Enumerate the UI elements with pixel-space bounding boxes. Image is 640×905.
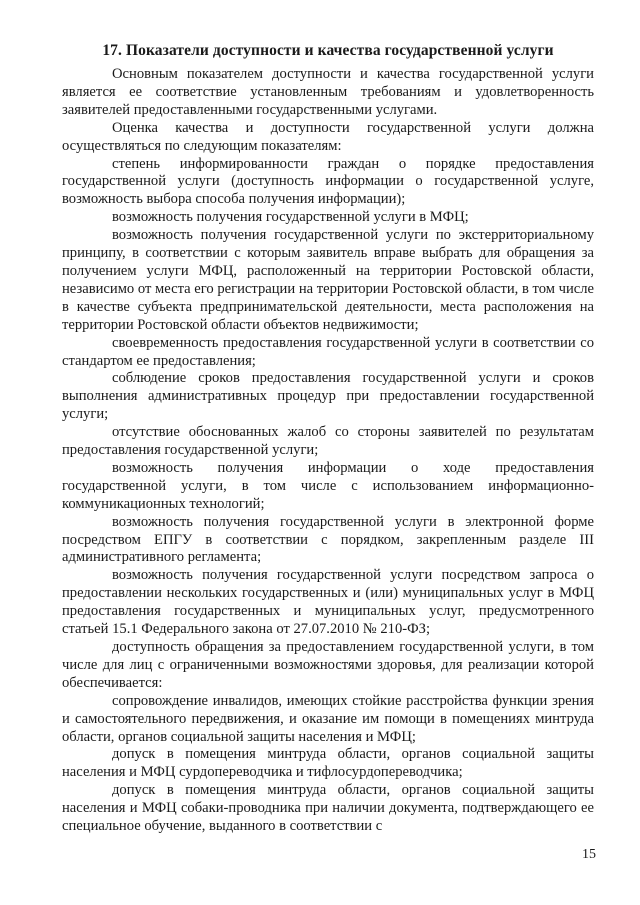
paragraph-accessibility: доступность обращения за предоставлением государственной услуги, в том числе для лиц с ограниченными возможностями здоровья, для реализации которой обеспечивается:	[62, 639, 594, 691]
paragraph-progress-info: возможность получения информации о ходе предоставления государственной услуги, в том числе с использованием информационно-коммуникационных технологий;	[62, 459, 594, 512]
paragraph-mfc-access: возможность получения государственной услуги в МФЦ;	[112, 209, 469, 226]
paragraph-complex-request: возможность получения государственной услуги посредством запроса о предоставлении нескольких государственных и (или) муниципальных услуг в МФЦ предоставления государственных и муниципальных услуг, предусмотренного статьей 15.1 Федерального закона от 27.07.2010 № 210-ФЗ;	[62, 567, 594, 638]
paragraph-extraterritorial: возможность получения государственной услуги по экстерриториальному принципу, в соответствии с которым заявитель вправе выбрать для обращения за получением услуги МФЦ, расположенный на территории Ростовской области, независимо от места его регистрации на территории Ростовской области, в том числе в качестве субъекта предпринимательской деятельности, места расположения на территории Ростовской области объектов недвижимости;	[62, 227, 594, 333]
paragraph-awareness: степень информированности граждан о порядке предоставления государственной услуги (доступность информации о государственной услуге, возможность выбора способа получения информации);	[62, 155, 594, 208]
section-heading: 17. Показатели доступности и качества государственной услуги	[102, 42, 554, 59]
section-body	[62, 66, 594, 836]
page-number: 15	[582, 847, 596, 862]
paragraph-escort: сопровождение инвалидов, имеющих стойкие расстройства функции зрения и самостоятельного передвижения, и оказание им помощи в помещениях минтруда области, органов социальной защиты населения и МФЦ;	[62, 692, 594, 745]
paragraph-assessment-intro: Оценка качества и доступности государственной услуги должна осуществляться по следующим показателям:	[62, 119, 594, 154]
paragraph-main-indicator: Основным показателем доступности и качества государственной услуги является ее соответствие установленным требованиям и удовлетворенность заявителей предоставленными государственными услугами.	[62, 66, 594, 118]
paragraph-electronic-form: возможность получения государственной услуги в электронной форме посредством ЕПГУ в соответствии с порядком, закрепленным разделе III административного регламента;	[62, 513, 594, 566]
paragraph-deadlines: соблюдение сроков предоставления государственной услуги и сроков выполнения административных процедур при предоставлении государственной услуги;	[62, 370, 594, 423]
paragraph-sign-interpreter: допуск в помещения минтруда области, органов социальной защиты населения и МФЦ сурдопереводчика и тифлосурдопереводчика;	[62, 746, 594, 781]
paragraph-guide-dog: допуск в помещения минтруда области, органов социальной защиты населения и МФЦ собаки-проводника при наличии документа, подтверждающего ее специальное обучение, выданного в соответствии с	[62, 782, 594, 835]
paragraph-no-complaints: отсутствие обоснованных жалоб со стороны заявителей по результатам предоставления государственной услуги;	[62, 424, 594, 459]
paragraph-timeliness: своевременность предоставления государственной услуги в соответствии со стандартом ее предоставления;	[62, 334, 594, 369]
